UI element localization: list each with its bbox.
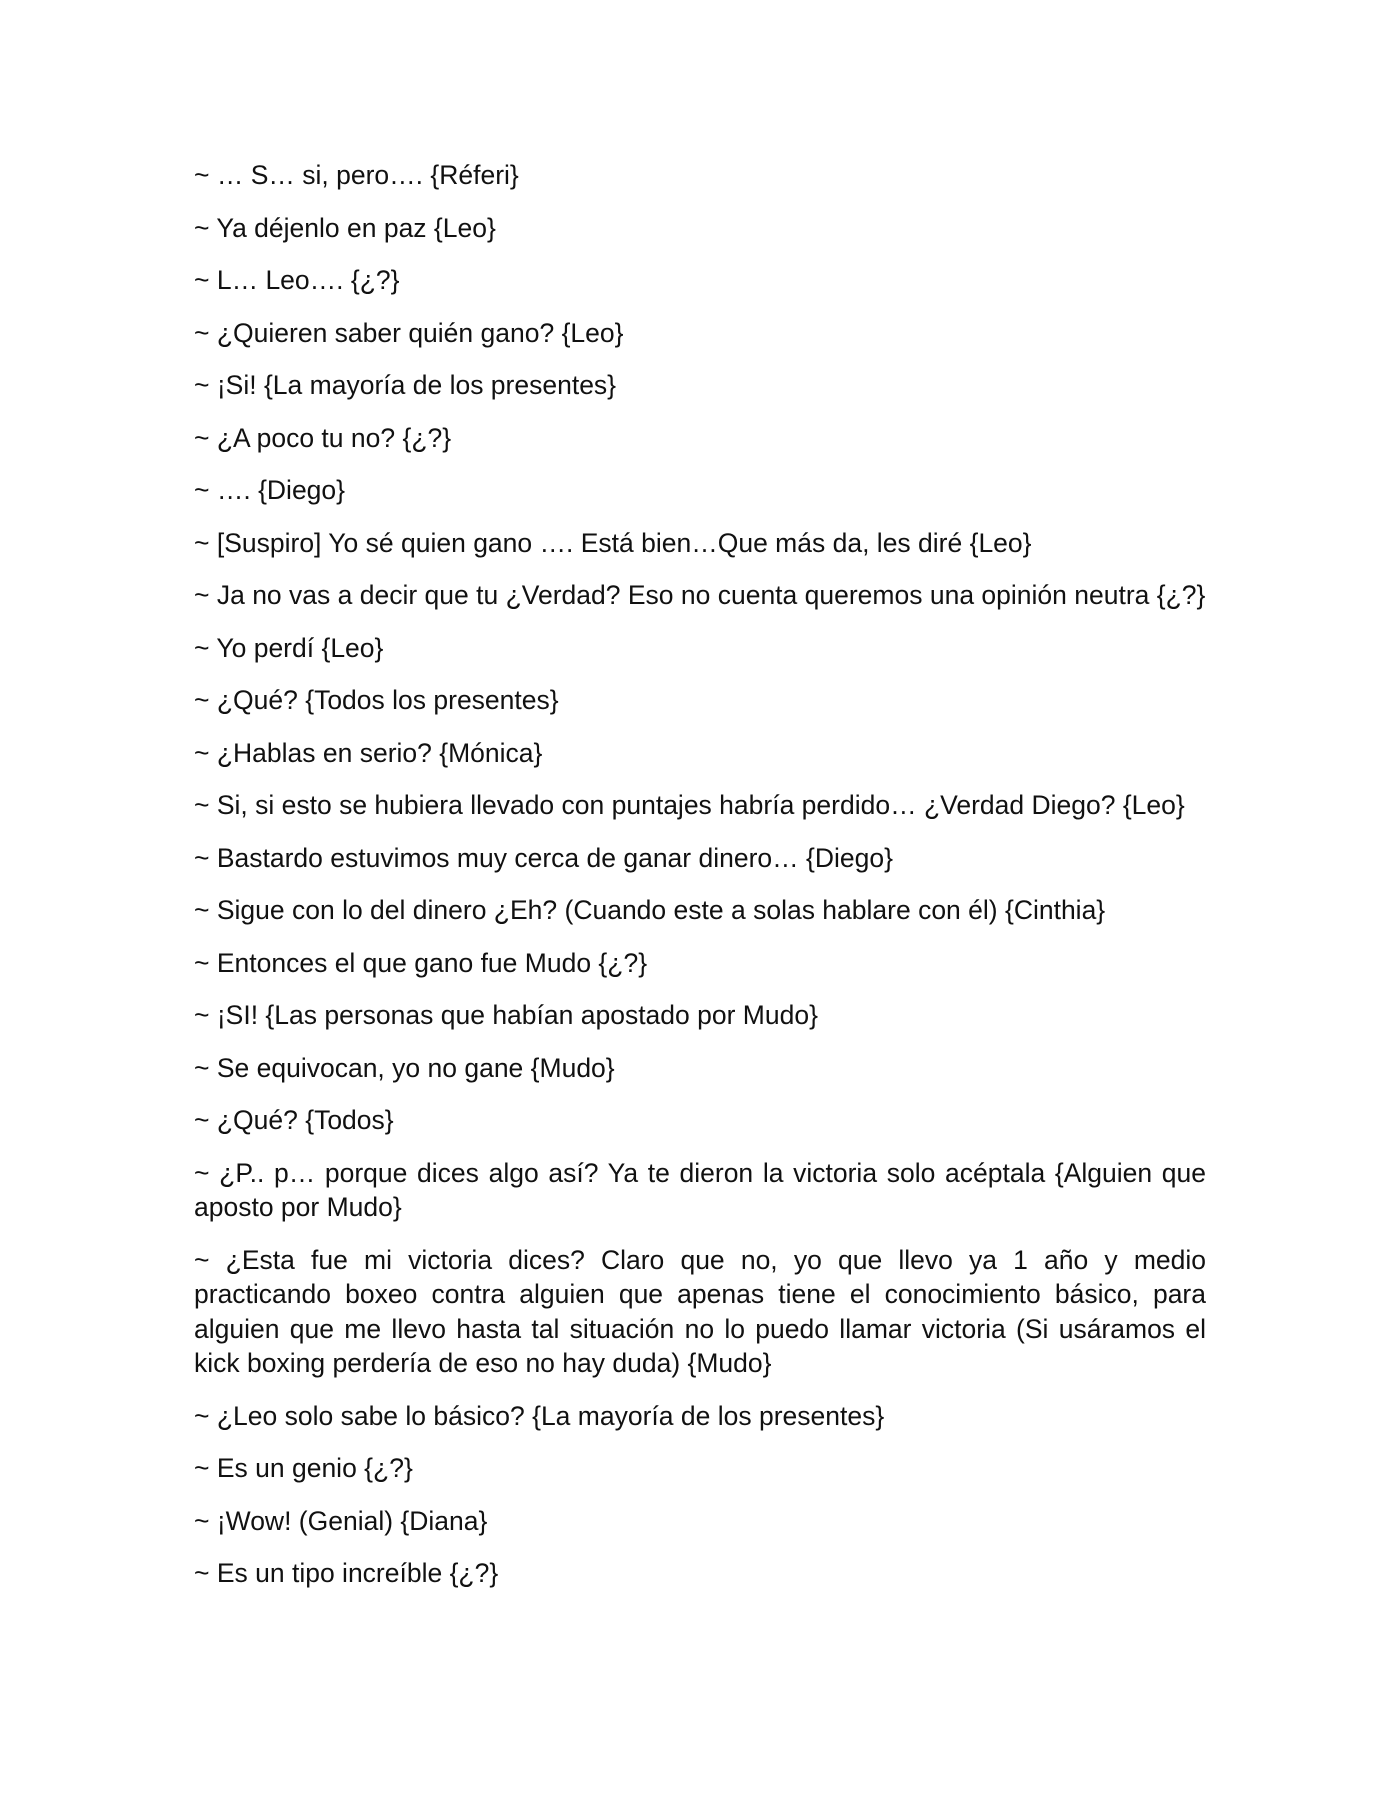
dialogue-line: ~ ¡Wow! (Genial) {Diana}: [194, 1505, 488, 1536]
dialogue-line: ~ ¿Leo solo sabe lo básico? {La mayoría de los presentes}: [194, 1400, 885, 1431]
dialogue-line: ~ ¿P.. p… porque dices algo así? Ya te dieron la victoria solo acéptala {Alguien que aposto por Mudo}: [194, 1157, 1206, 1222]
dialogue-line: ~ ¿Esta fue mi victoria dices? Claro que no, yo que llevo ya 1 año y medio practicando boxeo contra alguien que apenas tiene el conocimiento básico, para alguien que me llevo hasta tal situación no lo puedo llamar victoria (Si usáramos el kick boxing perdería de eso no hay duda) {Mudo}: [194, 1244, 1206, 1378]
dialogue-line: ~ Se equivocan, yo no gane {Mudo}: [194, 1052, 615, 1083]
dialogue-line: ~ ¿Hablas en serio? {Mónica}: [194, 737, 543, 768]
dialogue-line: ~ ¡Si! {La mayoría de los presentes}: [194, 370, 617, 400]
dialogue-text: [194, 158, 1206, 1609]
dialogue-line: ~ [Suspiro] Yo sé quien gano …. Está bien…Que más da, les diré {Leo}: [194, 527, 1032, 558]
dialogue-line: ~ L… Leo…. {¿?}: [194, 265, 400, 295]
dialogue-line: ~ … S… si, pero…. {Réferi}: [194, 160, 519, 190]
dialogue-line: ~ Es un genio {¿?}: [194, 1453, 413, 1483]
dialogue-line: ~ ¿A poco tu no? {¿?}: [194, 422, 452, 453]
dialogue-line: ~ Bastardo estuvimos muy cerca de ganar dinero… {Diego}: [194, 842, 893, 873]
dialogue-line: ~ ¿Qué? {Todos}: [194, 1105, 394, 1135]
dialogue-line: ~ Ya déjenlo en paz {Leo}: [194, 212, 496, 243]
dialogue-line: ~ ¿Qué? {Todos los presentes}: [194, 685, 559, 715]
dialogue-line: ~ Entonces el que gano fue Mudo {¿?}: [194, 947, 648, 978]
dialogue-line: ~ ¡SI! {Las personas que habían apostado por Mudo}: [194, 1000, 818, 1030]
dialogue-line: ~ Si, si esto se hubiera llevado con puntajes habría perdido… ¿Verdad Diego? {Leo}: [194, 790, 1185, 820]
dialogue-line: ~ Sigue con lo del dinero ¿Eh? (Cuando este a solas hablare con él) {Cinthia}: [194, 895, 1106, 925]
dialogue-line: ~ Ja no vas a decir que tu ¿Verdad? Eso no cuenta queremos una opinión neutra {¿?}: [194, 580, 1206, 610]
dialogue-line: ~ Es un tipo increíble {¿?}: [194, 1558, 499, 1588]
dialogue-line: ~ Yo perdí {Leo}: [194, 632, 384, 663]
dialogue-line: ~ ¿Quieren saber quién gano? {Leo}: [194, 317, 624, 348]
dialogue-line: ~ …. {Diego}: [194, 475, 346, 505]
